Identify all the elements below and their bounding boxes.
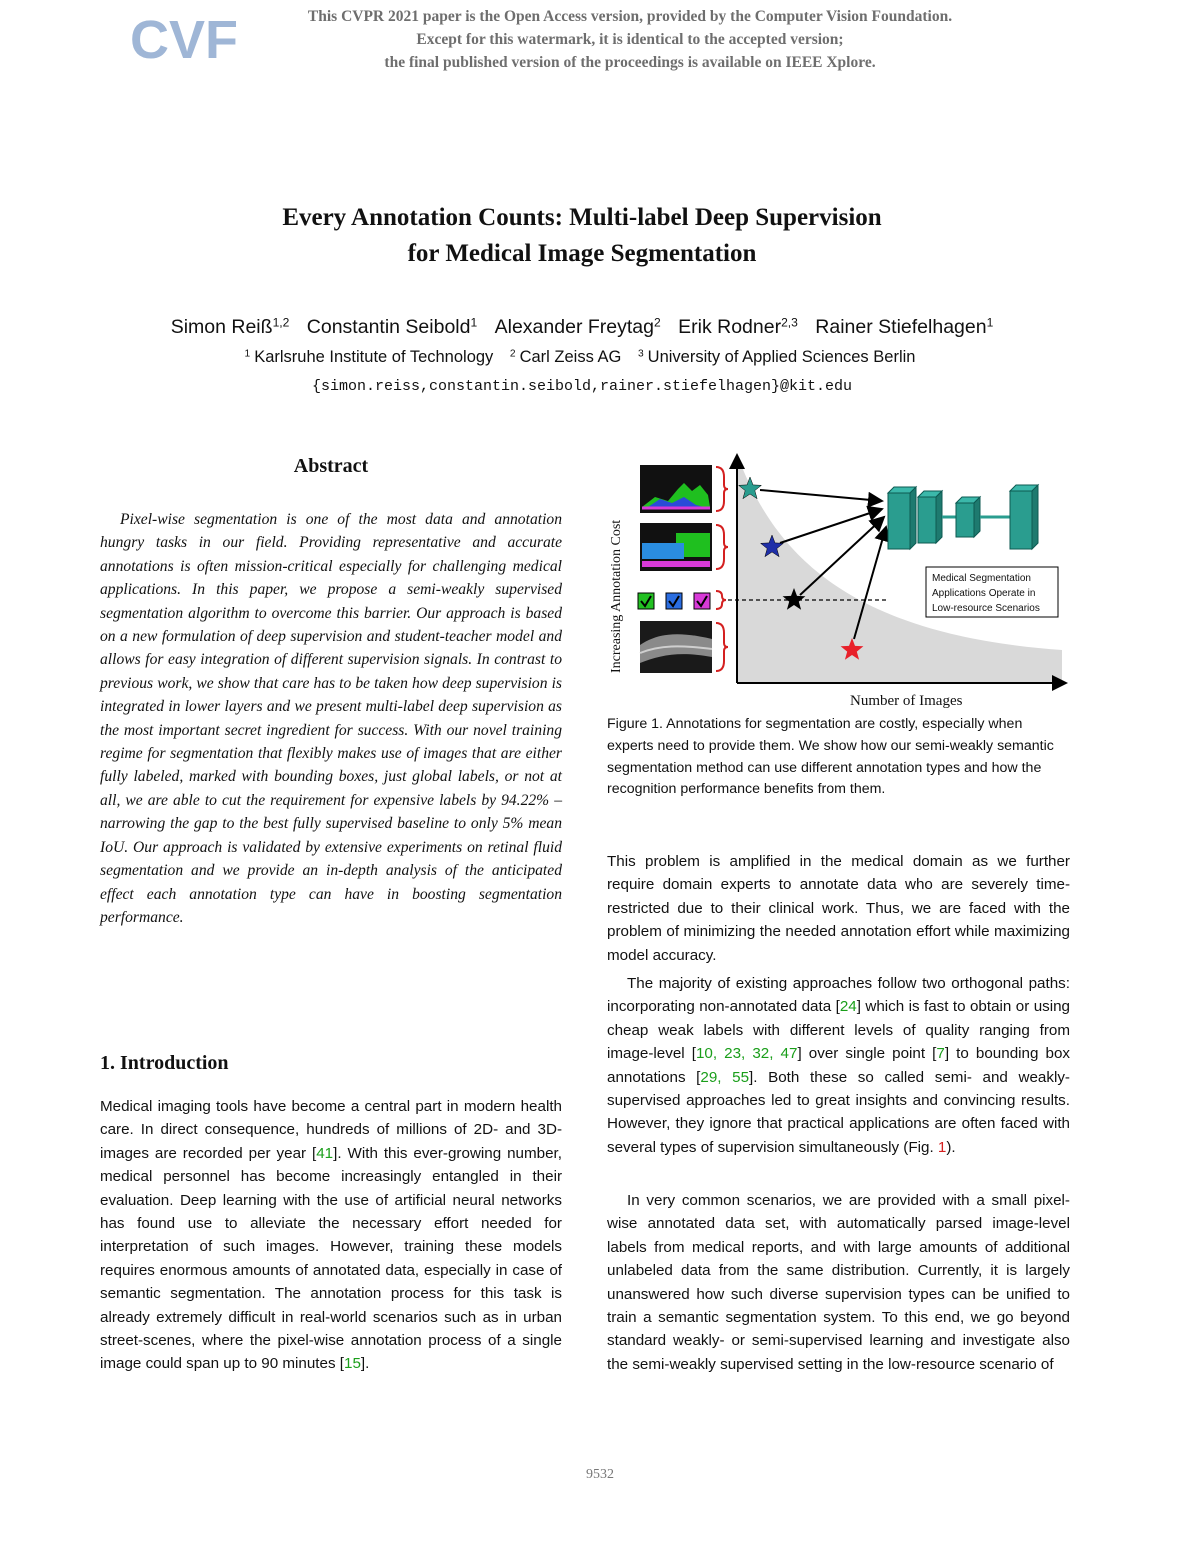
- affiliation-list: [100, 348, 1064, 367]
- figure-1: [600, 445, 1075, 713]
- intro-paragraph: Medical imaging tools have become a central part in modern health care. In direct consequence, hundreds of millions of 2D- and 3D-images are recorded per year [41]. With this ever-growing number, medical personnel has become increasingly entangled in their evaluation. Deep learning with the use of artificial neural networks has found use to alleviate the necessary effort needed for interpretation of such images. However, training these models requires enormous amounts of annotated data, especially in case of semantic segmentation. The annotation process for this task is already extremely difficult in real-world scenarios such as in urban street-scenes, where the pixel-wise annotation process of a single image could span up to 90 minutes [15].: [100, 1098, 562, 1373]
- thumbnail-image-labels: [638, 593, 710, 609]
- page-number: 9532: [586, 1467, 614, 1482]
- title-line: for Medical Image Segmentation: [407, 240, 757, 267]
- citation-link[interactable]: 41: [316, 1144, 334, 1162]
- annotation-braces: [716, 467, 728, 671]
- affiliation: $^3$ University of Applied Sciences Berlin: [637, 348, 916, 366]
- box-text: Low-resource Scenarios: [932, 603, 1040, 614]
- citation-link[interactable]: 7: [936, 1045, 945, 1063]
- title-line: Every Annotation Counts: Multi-label Deep Supervision: [282, 204, 882, 231]
- author-email[interactable]: {simon.reiss,constantin.seibold,rainer.stiefelhagen}@kit.edu: [311, 378, 853, 395]
- author: Simon Reiß$^{1,2}$: [170, 315, 290, 338]
- thumbnail-pixel-label: [640, 465, 712, 513]
- citation-link[interactable]: 10, 23, 32, 47: [695, 1045, 798, 1063]
- body-paragraph: In very common scenarios, we are provided with a small pixel-wise annotated data set, with automatically parsed image-level labels from medical reports, and with large amounts of additional unlabeled data from the same distribution. Currently, it is largely unanswered how such diverse supervision types can be unified to train a semantic segmentation system. To this end, we go beyond standard weakly- or semi-supervised learning and investigate also the semi-weakly supervised setting in the low-resource scenario of: [607, 1192, 1070, 1373]
- watermark-line: This CVPR 2021 paper is the Open Access version, provided by the Computer Vision Foundation.: [307, 8, 953, 25]
- abstract-body: Pixel-wise segmentation is one of the most data and annotation hungry tasks in our field. Providing representative and accurate annotations is often mission-critical especially for challenging medical applications. In this paper, we propose a semi-weakly supervised segmentation algorithm to overcome this barrier. Our approach is based on a new formulation of deep supervision and student-teacher model and allows for easy integration of different supervision signals. In contrast to previous work, we show that care has to be taken how deep supervision is integrated in lower layers and we present multi-label deep supervision as the most important secret ingredient for success. With our novel training regime for segmentation that flexibly makes use of images that are either fully labeled, marked with bounding boxes, just global labels, or not at all, we are able to cut the requirement for expensive labels by 94.22% – narrowing the gap to the best fully supervised baseline to only 5% mean IoU. Our approach is validated by extensive experiments on retinal fluid segmentation and we provide an in-depth analysis of the anticipated effect each annotation type can have in boosting segmentation performance.: [100, 511, 562, 926]
- y-axis-label: Increasing Annotation Cost: [609, 519, 624, 673]
- box-text: Medical Segmentation: [932, 573, 1031, 584]
- thumbnail-unlabeled: [640, 621, 712, 673]
- author: Erik Rodner$^{2,3}$: [678, 315, 798, 338]
- figure-caption: Figure 1. Annotations for segmentation are costly, especially when experts need to provide them. We show how our semi-weakly semantic segmentation method can use different annotation types and how the recognition performance benefits from them.: [607, 716, 1054, 798]
- x-axis-label: Number of Images: [850, 693, 963, 709]
- paper-title: [100, 200, 1064, 272]
- open-access-watermark: [240, 5, 1020, 74]
- watermark-line: the final published version of the proceedings is available on IEEE Xplore.: [384, 54, 876, 71]
- body-paragraph: The majority of existing approaches follow two orthogonal paths: incorporating non-annotated data [24] which is fast to obtain or using cheap weak labels with different levels of quality ranging from image-level [10, 23, 32, 47] over single point [7] to bounding box annotations [29, 55]. Both these so called semi- and weakly-supervised approaches led to great insights and convincing results. However, they ignore that practical applications are often faced with several types of supervision simultaneously (Fig. 1).: [607, 975, 1070, 1156]
- network-diagram: [888, 485, 1038, 549]
- box-text: Applications Operate in: [932, 588, 1036, 599]
- affiliation: $^2$ Carl Zeiss AG: [509, 348, 622, 366]
- author: Constantin Seibold$^1$: [306, 315, 478, 338]
- thumbnail-bounding-box: [640, 523, 712, 571]
- section-heading-introduction: 1. Introduction: [100, 1052, 229, 1074]
- affiliation: $^1$ Karlsruhe Institute of Technology: [244, 348, 494, 366]
- citation-link[interactable]: 29, 55: [700, 1068, 750, 1086]
- author: Alexander Freytag$^2$: [494, 315, 661, 338]
- citation-link[interactable]: 24: [839, 998, 857, 1016]
- body-paragraph: This problem is amplified in the medical domain as we further require domain experts to annotate data who are severely time-restricted due to their clinical work. Thus, we are faced with the problem of minimizing the needed annotation effort while maximizing model accuracy.: [607, 853, 1070, 964]
- cvf-logo-text: CVF: [130, 10, 238, 70]
- author-list: [100, 316, 1064, 339]
- abstract-heading: Abstract: [293, 455, 369, 477]
- citation-link[interactable]: 15: [344, 1355, 361, 1373]
- figure-reference-link[interactable]: 1: [937, 1138, 947, 1156]
- author: Rainer Stiefelhagen$^1$: [815, 315, 994, 338]
- cvf-logo: [130, 10, 238, 70]
- watermark-line: Except for this watermark, it is identical to the accepted version;: [416, 31, 844, 48]
